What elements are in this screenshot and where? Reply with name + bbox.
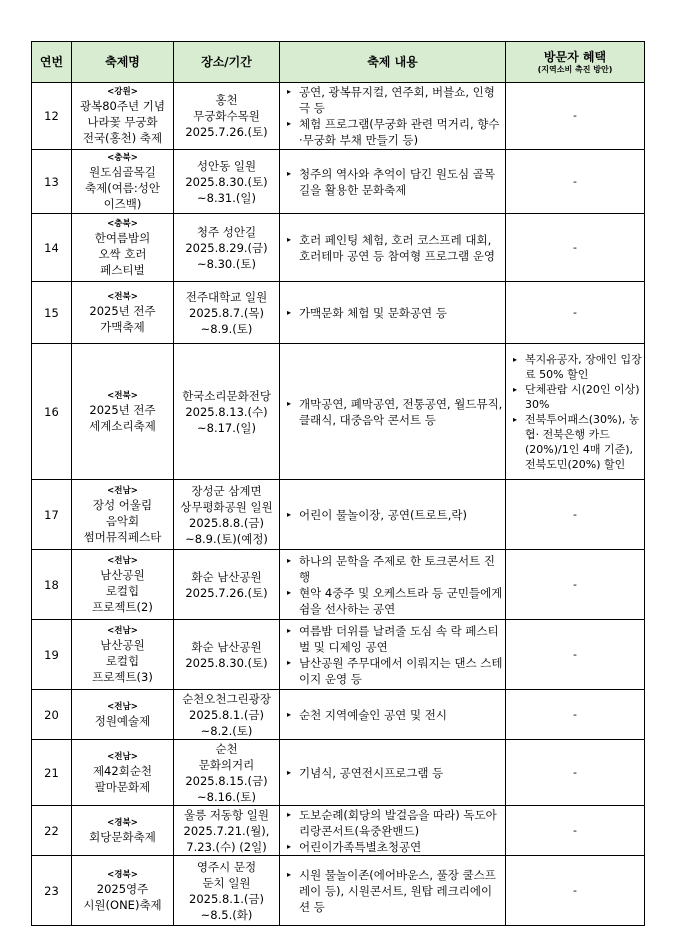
cell-place-period [174, 480, 280, 550]
table-row [32, 806, 645, 856]
cell-benefit: - [506, 83, 645, 150]
cell-festival-name [72, 856, 174, 926]
cell-festival-name [72, 690, 174, 740]
table-row [32, 282, 645, 344]
cell-festival-name [72, 740, 174, 806]
region-label: <전북> [107, 291, 138, 302]
content-item: ▸ 현악 4중주 및 오케스트라 등 군민들에게 쉼을 선사하는 공연 [287, 585, 503, 617]
header-row [32, 42, 645, 83]
cell-benefit: - [506, 282, 645, 344]
table-row [32, 480, 645, 550]
festival-name-line: 남산공원 [100, 637, 145, 652]
place-period-line: 울릉 저동항 일원 [183, 807, 270, 822]
cell-no: 19 [32, 620, 72, 690]
benefit-item: ▸ 전북투어패스(30%), 농협· 전북은행 카드(20%)/1인 4매 기준), 전북도민(20%) 할인 [513, 412, 642, 472]
place-period-line: 2025.7.21.(월), [183, 823, 270, 838]
festival-name-line: 남산공원 [100, 567, 145, 582]
cell-content [280, 83, 506, 150]
content-item: ▸ 도보순례(회당의 발걸음을 따라) 독도아리랑콘서트(육중완밴드) [287, 807, 503, 839]
header-name: 축제명 [72, 42, 174, 83]
festival-name-line: 로컬힙 [105, 583, 140, 598]
table-row [32, 620, 645, 690]
region-label: <충북> [107, 152, 138, 163]
header-place: 장소/기간 [174, 42, 280, 83]
cell-no: 15 [32, 282, 72, 344]
place-period-line: 순천 [215, 741, 238, 756]
cell-content [280, 856, 506, 926]
cell-festival-name [72, 620, 174, 690]
cell-place-period [174, 344, 280, 480]
header-benefit-subtitle: (지역소비 촉진 방안) [537, 64, 613, 74]
content-item: ▸ 호러 페인팅 체험, 호러 코스프레 대회, 호러테마 공연 등 참여형 프로그램 운영 [287, 232, 503, 264]
content-list [282, 84, 503, 148]
content-item: ▸ 청주의 역사와 추억이 담긴 원도심 골목길을 활용한 문화축제 [287, 166, 503, 198]
content-list [282, 232, 503, 264]
region-label: <전남> [107, 751, 138, 762]
cell-content [280, 620, 506, 690]
content-list [282, 507, 503, 523]
festival-name-line: 축제(여름:성안 [84, 180, 160, 195]
content-list [282, 166, 503, 198]
place-period-line: 2025.8.1.(금) [189, 891, 264, 906]
region-label: <전남> [107, 555, 138, 566]
content-item: ▸ 기념식, 공연전시프로그램 등 [287, 765, 503, 781]
place-period-line: 2025.7.26.(토) [185, 585, 268, 600]
festival-name-line: 프로젝트(3) [92, 669, 153, 684]
content-item: ▸ 어린이 물놀이장, 공연(트로트,락) [287, 507, 503, 523]
region-label: <전남> [107, 701, 138, 712]
place-period-line: ~8.17.(일) [197, 420, 256, 435]
content-item: ▸ 어린이가족특별초청공연 [287, 839, 503, 855]
content-item: ▸ 가맥문화 체험 및 문화공연 등 [287, 305, 503, 321]
content-list [282, 867, 503, 915]
cell-no: 17 [32, 480, 72, 550]
festival-name-line: 2025년 전주 [89, 303, 156, 318]
content-item: ▸ 시원 물놀이존(에어바운스, 풀장 쿨스프레이 등), 시원콘서트, 원탑 레크리에이션 등 [287, 867, 503, 915]
content-list [282, 553, 503, 617]
cell-no: 23 [32, 856, 72, 926]
place-period-line: ~8.2.(토) [200, 723, 253, 738]
table-row [32, 740, 645, 806]
festival-name-line: 회당문화축제 [89, 829, 156, 844]
cell-no: 21 [32, 740, 72, 806]
content-item: ▸ 체험 프로그램(무궁화 관련 먹거리, 향수·무궁화 부채 만들기 등) [287, 116, 503, 148]
place-period-line: 2025.8.30.(토) [185, 174, 268, 189]
festival-name-line: 팔마문화제 [94, 779, 151, 794]
place-period-line: 영주시 문정 [196, 859, 257, 874]
cell-place-period [174, 150, 280, 214]
cell-content [280, 344, 506, 480]
place-period-line: 7.23.(수) (2일) [186, 839, 267, 854]
festival-name-line: 페스티벌 [100, 262, 145, 277]
cell-place-period [174, 83, 280, 150]
header-content: 축제 내용 [280, 42, 506, 83]
cell-festival-name [72, 480, 174, 550]
cell-festival-name [72, 214, 174, 282]
festival-name-line: 광복80주년 기념 [80, 99, 165, 113]
table-row [32, 344, 645, 480]
cell-benefit: - [506, 480, 645, 550]
cell-festival-name [72, 806, 174, 856]
cell-no: 14 [32, 214, 72, 282]
cell-no: 13 [32, 150, 72, 214]
cell-place-period [174, 550, 280, 620]
cell-no: 20 [32, 690, 72, 740]
table-body [32, 83, 645, 926]
cell-no: 22 [32, 806, 72, 856]
region-label: <충북> [107, 218, 138, 229]
festival-name-line: 썸머뮤직페스타 [83, 529, 162, 544]
festival-name-line: 제42회순천 [92, 763, 153, 778]
place-period-line: 2025.8.7.(목) [189, 305, 264, 320]
content-list [282, 305, 503, 321]
content-list [282, 807, 503, 855]
place-period-line: 화순 남산공원 [191, 639, 262, 654]
table-row [32, 856, 645, 926]
festival-name-line: 오싹 호러 [98, 246, 147, 261]
region-label: <전북> [107, 390, 138, 401]
place-period-line: ~8.31.(일) [197, 190, 256, 205]
festival-name-line: 한여름밤의 [94, 230, 151, 245]
place-period-line: 상무평화공원 일원 [180, 499, 273, 514]
place-period-line: ~8.9.(토)(예정) [185, 531, 268, 546]
festival-name-line: 세계소리축제 [89, 418, 156, 433]
cell-content [280, 480, 506, 550]
place-period-line: ~8.30.(토) [197, 256, 256, 271]
header-benefit [506, 42, 645, 83]
cell-content [280, 740, 506, 806]
place-period-line: ~8.5.(화) [200, 907, 253, 922]
region-label: <경북> [107, 869, 138, 880]
festival-name-line: 원도심골목길 [89, 164, 156, 179]
cell-benefit: - [506, 150, 645, 214]
content-item: ▸ 하나의 문학을 주제로 한 토크콘서트 진행 [287, 553, 503, 585]
festival-name-line: 2025영주 [96, 881, 149, 896]
place-period-line: 둔치 일원 [202, 875, 251, 890]
place-period-line: 전주대학교 일원 [185, 289, 268, 304]
header-benefit-title: 방문자 혜택 [543, 49, 607, 64]
cell-place-period [174, 856, 280, 926]
place-period-line: 2025.8.29.(금) [185, 240, 268, 255]
cell-festival-name [72, 150, 174, 214]
table-row [32, 690, 645, 740]
benefit-item: ▸ 단체관람 시(20인 이상) 30% [513, 382, 642, 412]
cell-festival-name [72, 550, 174, 620]
region-label: <경북> [107, 817, 138, 828]
festival-name-line: 나라꽃 무궁화 [87, 115, 158, 129]
cell-benefit: - [506, 550, 645, 620]
header-no: 연번 [32, 42, 72, 83]
place-period-line: 2025.8.13.(수) [185, 404, 268, 419]
festival-name-line: 프로젝트(2) [92, 599, 153, 614]
cell-content [280, 214, 506, 282]
place-period-line: 2025.8.1.(금) [189, 707, 264, 722]
place-period-line: 2025.7.26.(토) [185, 125, 268, 139]
cell-benefit: - [506, 690, 645, 740]
place-period-line: 장성군 삼계면 [191, 483, 262, 498]
festival-name-line: 정원예술제 [94, 713, 151, 728]
festival-name-line: 이즈백) [103, 196, 142, 211]
content-list [282, 707, 503, 723]
cell-content [280, 806, 506, 856]
table-row [32, 150, 645, 214]
cell-place-period [174, 214, 280, 282]
cell-place-period [174, 282, 280, 344]
cell-content [280, 150, 506, 214]
cell-benefit: - [506, 620, 645, 690]
content-list [282, 765, 503, 781]
festival-table-container [31, 41, 645, 926]
cell-content [280, 282, 506, 344]
festival-name-line: 로컬힙 [105, 653, 140, 668]
place-period-line: 순천오천그린광장 [182, 691, 271, 706]
cell-place-period [174, 620, 280, 690]
place-period-line: 홍천 [215, 93, 238, 107]
place-period-line: ~8.9.(토) [200, 321, 253, 336]
cell-content [280, 550, 506, 620]
place-period-line: 2025.8.15.(금) [185, 773, 268, 788]
place-period-line: 한국소리문화전당 [182, 388, 271, 403]
festival-name-line: 전국(홍천) 축제 [82, 131, 163, 145]
cell-festival-name [72, 282, 174, 344]
cell-benefit: - [506, 806, 645, 856]
festival-name-line: 장성 어울림 [92, 497, 153, 512]
place-period-line: 2025.8.30.(토) [185, 655, 268, 670]
benefit-item: ▸ 복지유공자, 장애인 입장료 50% 할인 [513, 352, 642, 382]
cell-place-period [174, 740, 280, 806]
festival-name-line: 시원(ONE)축제 [83, 897, 162, 912]
content-item: ▸ 남산공원 주무대에서 이뤄지는 댄스 스테이지 운영 등 [287, 655, 503, 687]
cell-benefit [506, 344, 645, 480]
cell-no: 12 [32, 83, 72, 150]
content-item: ▸ 공연, 광복뮤지컬, 연주회, 버블쇼, 인형극 등 [287, 84, 503, 116]
cell-no: 16 [32, 344, 72, 480]
table-row [32, 214, 645, 282]
cell-benefit: - [506, 856, 645, 926]
place-period-line: 문화의거리 [198, 757, 255, 772]
place-period-line: 성안동 일원 [196, 158, 257, 173]
cell-no: 18 [32, 550, 72, 620]
region-label: <전남> [107, 625, 138, 636]
place-period-line: 2025.8.8.(금) [189, 515, 264, 530]
region-label: <강원> [107, 87, 138, 97]
content-item: ▸ 여름밤 더위를 날려줄 도심 속 락 페스티벌 및 디제잉 공연 [287, 623, 503, 655]
table-row [32, 550, 645, 620]
festival-name-line: 음악회 [105, 513, 140, 528]
cell-place-period [174, 690, 280, 740]
festival-name-line: 가맥축제 [100, 319, 145, 334]
content-list [282, 623, 503, 687]
region-label: <전남> [107, 485, 138, 496]
cell-place-period [174, 806, 280, 856]
table-row [32, 83, 645, 150]
cell-festival-name [72, 83, 174, 150]
cell-content [280, 690, 506, 740]
festival-name-line: 2025년 전주 [89, 402, 156, 417]
festival-table [31, 41, 645, 926]
benefit-list [508, 352, 642, 472]
cell-festival-name [72, 344, 174, 480]
place-period-line: 청주 성안길 [196, 224, 257, 239]
place-period-line: 무궁화수목원 [193, 109, 260, 123]
cell-benefit: - [506, 740, 645, 806]
place-period-line: ~8.16.(토) [197, 789, 256, 804]
cell-benefit: - [506, 214, 645, 282]
content-item: ▸ 순천 지역예술인 공연 및 전시 [287, 707, 503, 723]
content-list [282, 396, 503, 428]
place-period-line: 화순 남산공원 [191, 569, 262, 584]
content-item: ▸ 개막공연, 폐막공연, 전통공연, 월드뮤직, 클래식, 대중음악 콘서트 등 [287, 396, 503, 428]
